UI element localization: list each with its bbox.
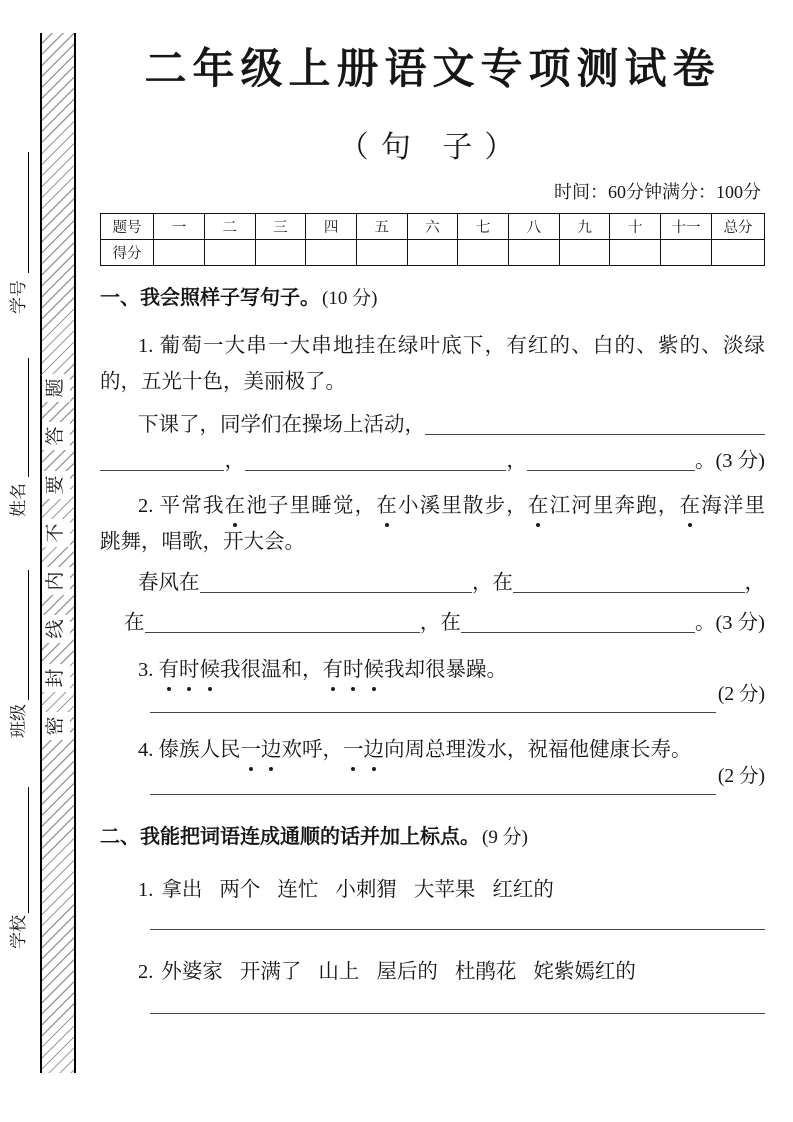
word-item: 山上 [318,961,360,983]
q2-sentence-line-2: 跳舞，唱歌，开大会。 [100,531,305,553]
emphasized-char: 时 [179,652,200,688]
score-table-cell: 总分 [711,214,764,240]
emphasized-char: 在 [225,488,246,524]
section-2-heading [100,824,765,851]
q2-sentence-line-1 [100,488,765,524]
q2-mid-text: ，在 [471,572,513,594]
q3-answer-row [100,684,765,718]
answer-blank [150,1013,765,1014]
question-text: 我却很暴躁。 [384,659,507,681]
emphasized-char: 候 [364,652,385,688]
question-text: 我很温和， [220,659,323,681]
word-item: 杜鹃花 [454,961,517,983]
emphasized-char: 一 [343,732,364,768]
label-student-id: 学号 [9,280,28,314]
score-table-cell: 四 [306,214,357,240]
answer-blank [527,470,695,471]
word-item: 红红的 [492,879,554,901]
q4-score-label: (2 分) [717,766,765,787]
label-school: 学校 [9,915,28,949]
answer-blank [513,592,745,593]
seal-line-text [41,374,71,740]
emphasized-char: 有 [159,652,180,688]
answer-blank [150,712,716,713]
paper-subtitle: （句 子） [338,131,527,164]
answer-blank [145,632,420,633]
answer-blank [245,470,506,471]
word-item: 外婆家 [161,961,223,983]
question-number: 1. [138,879,154,901]
score-table-cell [306,240,357,266]
seal-line-char: 要 [42,471,70,499]
page-title: 二年级上册语文专项测试卷 [144,47,721,93]
emphasized-char: 有 [323,652,344,688]
q2-prompt: 春风在 [138,572,200,594]
section-1-heading-text: 一、我会照样子写句子。 [100,287,320,309]
seal-line-char: 答 [42,422,70,450]
score-table-cell: 得分 [101,240,154,266]
seal-line-char: 不 [42,519,70,547]
emphasized-char: 在 [528,488,549,524]
word-item: 大苹果 [413,879,476,901]
score-table-cell [154,240,205,266]
word-item: 小刺猬 [335,879,397,901]
score-table-cell [509,240,560,266]
comma-separator: ， [744,572,765,594]
emphasized-char: 边 [261,732,282,768]
name-blank-line [28,358,29,477]
q2-fill-row-1 [100,566,765,598]
q1-score-label: 。(3 分) [694,450,765,472]
section-2-heading-text: 二、我能把词语连成通顺的话并加上标点。 [100,826,480,848]
answer-blank [150,794,716,795]
word-item: 拿出 [161,879,203,901]
question-text: 3. [138,659,159,681]
student-id-blank-line [28,152,29,273]
main-content [100,0,765,1019]
answer-blank [100,470,224,471]
score-table-cell: 七 [458,214,509,240]
s2-q2-words [100,957,765,987]
seal-line-char: 题 [42,374,70,402]
question-text: 2. 平常我 [138,495,225,517]
comma-separator: ， [224,450,245,472]
score-table [100,213,765,266]
word-item: 姹紫嫣红的 [533,961,636,983]
score-table-cell [204,240,255,266]
score-table-cell [610,240,661,266]
q1-fill-row-2 [100,444,765,476]
question-text: 池子里睡觉， [245,495,377,517]
score-table-cell: 六 [407,214,458,240]
answer-blank [425,434,765,435]
score-table-cell [407,240,458,266]
q2-line2-prefix: 在 [124,612,145,634]
s2-q1-words [100,875,765,905]
question-text: 欢呼， [281,739,343,761]
word-item: 两个 [219,879,261,901]
score-table-cell: 一 [154,214,205,240]
q2-fill-row-2 [100,606,765,638]
q1-sentence-line-1: 1. 葡萄一大串一大串地挂在绿叶底下，有红的、白的、紫的、淡绿 [138,335,765,357]
emphasized-char: 在 [376,488,397,524]
score-table-cell [458,240,509,266]
q2-mid-text: ，在 [419,612,461,634]
score-table-cell: 三 [255,214,306,240]
s2-q2-answer-row [100,991,765,1019]
score-table-cell [661,240,712,266]
question-text: 江河里奔跑， [548,495,680,517]
section-1-score: (10 分) [322,288,378,309]
q1-sentence-line-2: 的，五光十色，美丽极了。 [100,371,346,393]
q4-answer-row [100,766,765,800]
score-table-cell [559,240,610,266]
question-number: 2. [138,961,154,983]
class-blank-line [28,570,29,700]
q1-prompt: 下课了，同学们在操场上活动， [138,414,425,436]
s2-q1-answer-row [100,907,765,935]
question-text: 向周总理泼水，祝福他健康长寿。 [384,739,692,761]
score-table-cell: 二 [204,214,255,240]
section-1-heading [100,285,765,312]
word-item: 屋后的 [376,961,438,983]
score-table-cell: 题号 [101,214,154,240]
score-table-cell: 十 [610,214,661,240]
q2-score-label: 。(3 分) [694,612,765,634]
question-text: 4. 傣族人民 [138,739,241,761]
school-blank-line [28,787,29,913]
comma-separator: ， [506,450,527,472]
score-table-cell: 九 [559,214,610,240]
emphasized-char: 时 [343,652,364,688]
score-table-row [101,240,765,266]
word-item: 连忙 [277,879,319,901]
score-table-cell [356,240,407,266]
time-info: 时间：60分钟满分：100分 [554,182,761,202]
answer-blank [150,929,765,930]
emphasized-char: 候 [200,652,221,688]
q3-sentence [100,652,765,688]
score-table-cell [255,240,306,266]
question-text: 海洋里 [700,495,766,517]
score-table-cell: 八 [509,214,560,240]
seal-line-char: 内 [42,567,70,595]
label-class: 班级 [9,704,28,738]
score-table-cell: 五 [356,214,407,240]
label-name: 姓名 [9,483,28,517]
score-table-cell: 十一 [661,214,712,240]
word-item: 开满了 [239,961,302,983]
section-2-score: (9 分) [482,827,528,848]
seal-line-char: 线 [42,615,70,643]
emphasized-char: 在 [680,488,701,524]
q1-fill-row-1 [100,408,765,440]
emphasized-char: 一 [241,732,262,768]
score-table-row [101,214,765,240]
q3-score-label: (2 分) [717,684,765,705]
score-table-cell [711,240,764,266]
seal-line-char: 密 [42,712,70,740]
seal-line-char: 封 [42,664,70,692]
emphasized-char: 边 [364,732,385,768]
question-text: 小溪里散步， [396,495,528,517]
answer-blank [461,632,695,633]
answer-blank [200,592,472,593]
q4-sentence [100,732,765,768]
